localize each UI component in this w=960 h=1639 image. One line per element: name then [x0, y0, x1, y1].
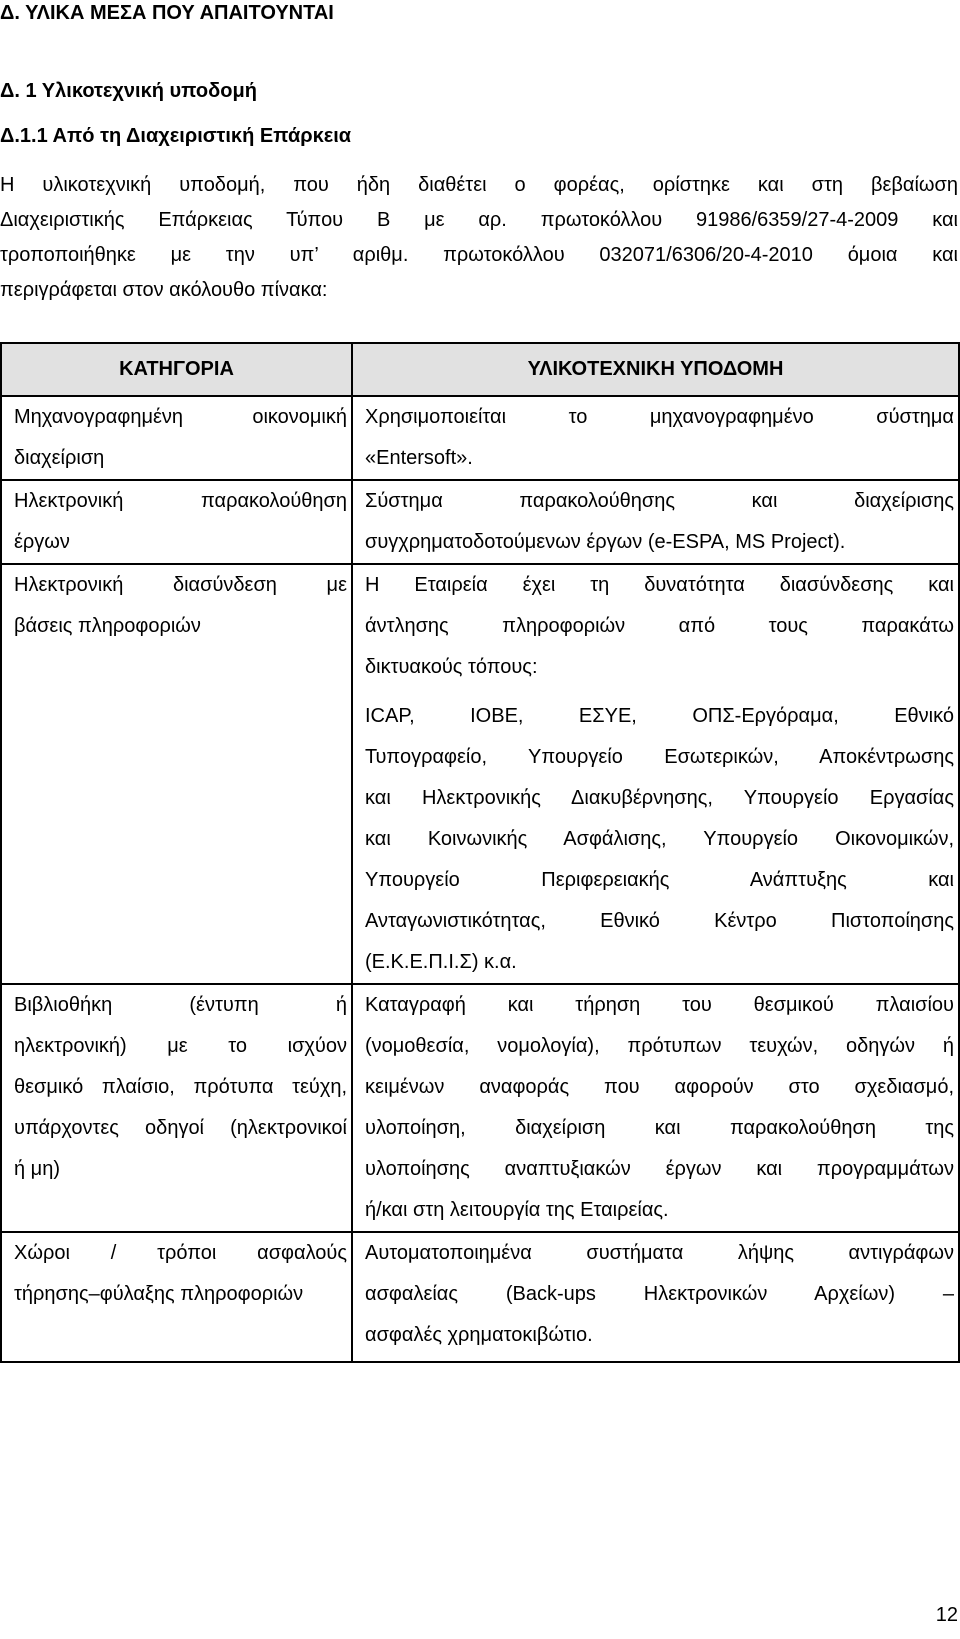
cell-line: τήρησης–φύλαξης πληροφοριών	[14, 1283, 304, 1305]
category-cell	[1, 1232, 352, 1362]
infrastructure-cell	[352, 984, 959, 1232]
page-number: 12	[935, 1604, 958, 1626]
cell-line: (Ε.Κ.Ε.Π.Ι.Σ) κ.α.	[365, 951, 517, 973]
cell-line: Σύστημα παρακολούθησης και διαχείρισης	[365, 490, 954, 512]
section-heading: Δ. ΥΛΙΚΑ ΜΕΣΑ ΠΟΥ ΑΠΑΙΤΟΥΝΤΑΙ	[0, 2, 334, 24]
cell-line: υλοποίηση, διαχείριση και παρακολούθηση της	[365, 1117, 954, 1139]
cell-line: Μηχανογραφημένη οικονομική	[14, 406, 347, 428]
cell-line: «Entersoft».	[365, 447, 473, 469]
cell-line: δικτυακούς τόπους:	[365, 656, 538, 678]
cell-line: ασφαλείας (Back-ups Ηλεκτρονικών Αρχείων) –	[365, 1283, 954, 1305]
intro-line: Διαχειριστικής Επάρκειας Τύπου Β με αρ. πρωτοκόλλου 91986/6359/27-4-2009 και	[0, 209, 958, 231]
cell-line: υλοποίησης αναπτυξιακών έργων και προγραμμάτων	[365, 1158, 954, 1180]
table-row	[1, 396, 959, 480]
cell-line: συγχρηματοδοτούμενων έργων (e-ESPA, MS Project).	[365, 531, 846, 553]
cell-line: Η Εταιρεία έχει τη δυνατότητα διασύνδεσης και	[365, 574, 954, 596]
cell-line: Βιβλιοθήκη (έντυπη ή	[14, 994, 347, 1016]
intro-line: Η υλικοτεχνική υποδομή, που ήδη διαθέτει ο φορέας, ορίστηκε και στη βεβαίωση	[0, 174, 958, 196]
cell-line: άντλησης πληροφοριών από τους παρακάτω	[365, 615, 954, 637]
cell-line: και Ηλεκτρονικής Διακυβέρνησης, Υπουργείο Εργασίας	[365, 787, 954, 809]
category-cell	[1, 480, 352, 564]
cell-line: θεσμικό πλαίσιο, πρότυπα τεύχη,	[14, 1076, 347, 1098]
cell-line: Ηλεκτρονική διασύνδεση με	[14, 574, 347, 596]
table-row	[1, 480, 959, 564]
cell-line: ασφαλές χρηματοκιβώτιο.	[365, 1324, 593, 1346]
cell-line: ICAP, ΙΟΒΕ, ΕΣΥΕ, ΟΠΣ-Εργόραμα, Εθνικό	[365, 705, 954, 727]
infrastructure-table	[0, 342, 960, 1363]
cell-line: ή/και στη λειτουργία της Εταιρείας.	[365, 1199, 669, 1221]
cell-line: έργων	[14, 531, 70, 553]
cell-line: (νομοθεσία, νομολογία), πρότυπων τευχών, οδηγών ή	[365, 1035, 954, 1057]
infrastructure-cell	[352, 396, 959, 480]
intro-paragraph	[0, 168, 958, 308]
cell-line: Χώροι / τρόποι ασφαλούς	[14, 1242, 347, 1264]
cell-line: ηλεκτρονική) με το ισχύον	[14, 1035, 347, 1057]
cell-line: Αυτοματοποιημένα συστήματα λήψης αντιγράφων	[365, 1242, 954, 1264]
cell-line: υπάρχοντες οδηγοί (ηλεκτρονικοί	[14, 1117, 347, 1139]
infrastructure-cell	[352, 1232, 959, 1362]
infrastructure-cell	[352, 564, 959, 984]
cell-line: Ανταγωνιστικότητας, Εθνικό Κέντρο Πιστοποίησης	[365, 910, 954, 932]
cell-line: Τυπογραφείο, Υπουργείο Εσωτερικών, Αποκέντρωσης	[365, 746, 954, 768]
header-category: ΚΑΤΗΓΟΡΙΑ	[1, 343, 352, 396]
cell-line: βάσεις πληροφοριών	[14, 615, 201, 637]
table-row	[1, 564, 959, 984]
cell-line: ή μη)	[14, 1158, 60, 1180]
table-row	[1, 1232, 959, 1362]
category-cell	[1, 984, 352, 1232]
header-infrastructure: ΥΛΙΚΟΤΕΧΝΙΚΗ ΥΠΟΔΟΜΗ	[352, 343, 959, 396]
cell-line: Χρησιμοποιείται το μηχανογραφημένο σύστημα	[365, 406, 954, 428]
cell-line: διαχείριση	[14, 447, 105, 469]
table-row	[1, 984, 959, 1232]
cell-line: Καταγραφή και τήρηση του θεσμικού πλαισίου	[365, 994, 954, 1016]
category-cell	[1, 564, 352, 984]
table-header-row	[1, 343, 959, 396]
category-cell	[1, 396, 352, 480]
intro-line: τροποποιήθηκε με την υπ’ αριθμ. πρωτοκόλλου 032071/6306/20-4-2010 όμοια και	[0, 244, 958, 266]
cell-line: Ηλεκτρονική παρακολούθηση	[14, 490, 347, 512]
cell-line: και Κοινωνικής Ασφάλισης, Υπουργείο Οικονομικών,	[365, 828, 954, 850]
subsection-heading: Δ. 1 Υλικοτεχνική υποδομή	[0, 80, 257, 102]
cell-line: κειμένων αναφοράς που αφορούν στο σχεδιασμό,	[365, 1076, 954, 1098]
intro-line: περιγράφεται στον ακόλουθο πίνακα:	[0, 279, 328, 301]
cell-line: Υπουργείο Περιφερειακής Ανάπτυξης και	[365, 869, 954, 891]
infrastructure-cell	[352, 480, 959, 564]
subsubsection-heading: Δ.1.1 Από τη Διαχειριστική Επάρκεια	[0, 125, 352, 147]
